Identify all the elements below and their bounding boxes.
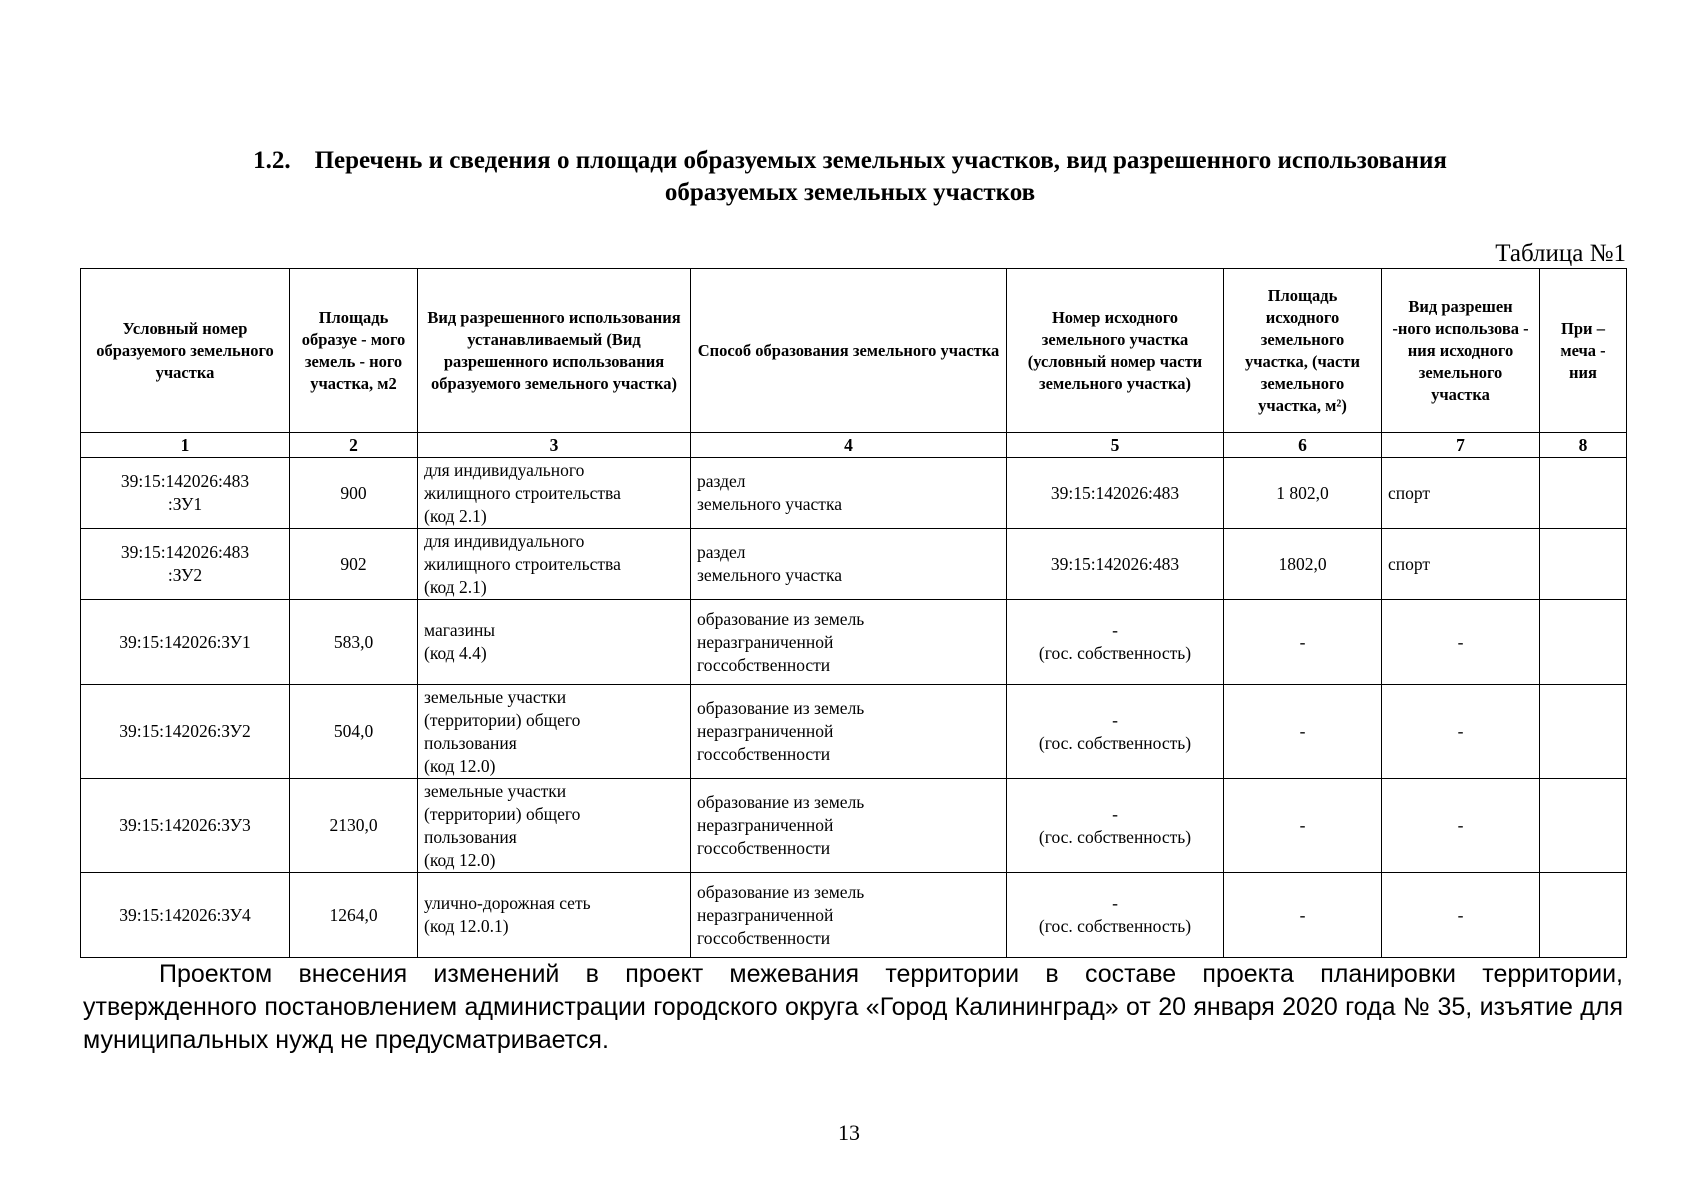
permitted-use-line: для индивидуального: [424, 530, 585, 551]
formation-method-line: госсобственности: [697, 744, 831, 764]
source-use-value: -: [1457, 904, 1464, 925]
formation-method-line: госсобственности: [697, 654, 831, 675]
notes-cell: [1540, 685, 1627, 779]
formation-method-cell: [691, 600, 1007, 685]
permitted-use-line: для индивидуального: [424, 459, 585, 480]
source-use-cell: [1382, 600, 1540, 685]
notes-value: [1546, 904, 1620, 927]
permitted-use-line: магазины: [424, 620, 496, 640]
plot-area-value: 902: [340, 553, 367, 574]
source-plot-number: -: [1112, 709, 1118, 730]
notes-cell: [1540, 779, 1627, 873]
notes-cell: [1540, 529, 1627, 600]
column-number: 2: [290, 433, 418, 458]
table-row: [81, 873, 1627, 958]
permitted-use-line: жилищного строительства: [424, 482, 621, 503]
plot-id-line: 39:15:142026:483: [120, 542, 250, 562]
source-plot-number: -: [1112, 893, 1118, 913]
table-row: [81, 685, 1627, 779]
source-area-cell: [1224, 600, 1382, 685]
plot-area-value: 2130,0: [329, 815, 378, 835]
source-use-cell: [1382, 685, 1540, 779]
permitted-use-cell: [418, 779, 691, 873]
plot-id-cell: [81, 458, 290, 529]
permitted-use-cell: [418, 458, 691, 529]
permitted-use-line: улично-дорожная сеть: [424, 893, 591, 913]
formation-method-line: образование из земель: [697, 698, 865, 718]
plot-id-line: 39:15:142026:ЗУ3: [119, 815, 251, 835]
formation-method-line: неразграниченной: [697, 721, 834, 741]
plot-id-line: 39:15:142026:ЗУ4: [119, 904, 251, 925]
formation-method-line: неразграниченной: [697, 815, 834, 835]
source-area-cell: [1224, 873, 1382, 958]
permitted-use-line: (код 4.4): [424, 643, 487, 663]
column-number: 3: [418, 433, 691, 458]
column-number: 8: [1540, 433, 1627, 458]
notes-value: [1546, 631, 1620, 654]
permitted-use-line: (код 2.1): [424, 576, 487, 597]
source-area-cell: [1224, 458, 1382, 529]
plot-id-cell: [81, 779, 290, 873]
source-plot-cell: [1007, 529, 1224, 600]
formation-method-line: раздел: [697, 542, 746, 562]
notes-value: [1546, 720, 1620, 743]
source-area-value: 1802,0: [1278, 553, 1327, 574]
source-area-value: -: [1299, 631, 1306, 652]
notes-value: [1546, 482, 1620, 505]
formation-method-cell: [691, 529, 1007, 600]
plot-area-value: 504,0: [333, 721, 374, 741]
formation-method-cell: [691, 779, 1007, 873]
permitted-use-line: земельные участки: [424, 780, 567, 801]
plot-id-cell: [81, 529, 290, 600]
plot-id-line: 39:15:142026:483: [120, 471, 250, 491]
permitted-use-line: пользования: [424, 732, 517, 753]
table-caption: Таблица №1: [1495, 240, 1626, 267]
source-plot-note: (гос. собственность): [1038, 826, 1192, 847]
plot-id-line: 39:15:142026:ЗУ2: [119, 721, 251, 741]
header-cell: Способ образования земельного участка: [691, 269, 1007, 433]
header-cell: Вид разрешенного использования устанавливаемый (Вид разрешенного использования образуемого земельного участка): [418, 269, 691, 433]
plot-area-cell: [290, 685, 418, 779]
permitted-use-line: (код 2.1): [424, 505, 487, 526]
source-area-value: -: [1299, 904, 1306, 925]
plot-area-cell: [290, 458, 418, 529]
source-use-cell: [1382, 529, 1540, 600]
source-use-value: -: [1457, 815, 1464, 835]
plot-area-cell: [290, 779, 418, 873]
notes-cell: [1540, 458, 1627, 529]
section-heading: [80, 145, 1620, 209]
paragraph-rest: утвержденного постановлением администрации городского округа «Город Калининград» от 20 января 2020 года № 35, изъятие для муниципальных нужд не предусматривается.: [83, 993, 1623, 1054]
source-area-value: -: [1299, 815, 1306, 835]
section-title-line2: образуемых земельных участков: [664, 179, 1036, 206]
plot-area-cell: [290, 600, 418, 685]
header-cell: Площадь образуе - мого земель - ного участка, м2: [290, 269, 418, 433]
column-number: 6: [1224, 433, 1382, 458]
plot-id-suffix: :ЗУ2: [167, 565, 203, 585]
permitted-use-line: земельные участки: [424, 686, 567, 707]
notes-cell: [1540, 873, 1627, 958]
source-use-cell: [1382, 458, 1540, 529]
source-plot-note: (гос. собственность): [1038, 916, 1192, 936]
permitted-use-cell: [418, 600, 691, 685]
source-plot-note: (гос. собственность): [1038, 732, 1192, 753]
header-cell: При – меча - ния: [1540, 269, 1627, 433]
source-plot-cell: [1007, 779, 1224, 873]
source-area-value: 1 802,0: [1276, 482, 1329, 503]
permitted-use-line: (код 12.0.1): [424, 916, 509, 936]
plot-area-cell: [290, 529, 418, 600]
source-use-value: спорт: [1388, 553, 1431, 574]
formation-method-line: образование из земель: [697, 792, 865, 812]
table-header-row: [81, 269, 1627, 433]
page-number: 13: [838, 1120, 860, 1145]
plot-area-value: 900: [340, 482, 367, 503]
permitted-use-line: (код 12.0): [424, 755, 496, 776]
column-number: 1: [81, 433, 290, 458]
plot-area-cell: [290, 873, 418, 958]
formation-method-line: неразграниченной: [697, 904, 834, 925]
notes-cell: [1540, 600, 1627, 685]
source-use-value: -: [1457, 631, 1464, 652]
table-row: [81, 458, 1627, 529]
column-number: 5: [1007, 433, 1224, 458]
source-area-cell: [1224, 685, 1382, 779]
source-area-cell: [1224, 779, 1382, 873]
source-plot-cell: [1007, 458, 1224, 529]
notes-value: [1546, 814, 1620, 837]
formation-method-line: образование из земель: [697, 881, 865, 902]
source-use-cell: [1382, 779, 1540, 873]
formation-method-cell: [691, 458, 1007, 529]
formation-method-line: госсобственности: [697, 838, 831, 858]
source-plot-cell: [1007, 685, 1224, 779]
formation-method-line: госсобственности: [697, 927, 831, 948]
permitted-use-cell: [418, 529, 691, 600]
paragraph-line1: Проектом внесения изменений в проект межевания территории в составе проекта планировки территории,: [159, 960, 1623, 988]
column-number: 4: [691, 433, 1007, 458]
plot-area-value: 583,0: [333, 631, 374, 652]
formation-method-line: образование из земель: [697, 608, 865, 629]
land-plots-table: [80, 268, 1627, 958]
formation-method-line: земельного участка: [697, 494, 842, 514]
source-area-cell: [1224, 529, 1382, 600]
source-plot-cell: [1007, 600, 1224, 685]
plot-area-value: 1264,0: [329, 904, 378, 925]
source-plot-number: 39:15:142026:483: [1050, 482, 1180, 503]
permitted-use-line: (территории) общего: [424, 709, 581, 730]
formation-method-cell: [691, 685, 1007, 779]
source-area-value: -: [1299, 721, 1306, 741]
permitted-use-line: (код 12.0): [424, 849, 496, 870]
formation-method-cell: [691, 873, 1007, 958]
source-plot-note: (гос. собственность): [1038, 643, 1192, 663]
formation-method-line: неразграниченной: [697, 631, 834, 652]
table-row: [81, 779, 1627, 873]
source-plot-number: 39:15:142026:483: [1050, 553, 1180, 574]
header-cell: Площадь исходного земельного участка, (части земельного участка, м²): [1224, 269, 1382, 433]
column-number-row: [81, 433, 1627, 458]
section-title-line1: Перечень и сведения о площади образуемых земельных участков, вид разрешенного использования: [314, 147, 1447, 174]
header-cell: Вид разрешен -ного использова - ния исходного земельного участка: [1382, 269, 1540, 433]
source-plot-cell: [1007, 873, 1224, 958]
notes-value: [1546, 553, 1620, 576]
section-number: 1.2.: [253, 147, 291, 174]
source-use-cell: [1382, 873, 1540, 958]
formation-method-line: раздел: [697, 471, 746, 491]
header-cell: Условный номер образуемого земельного участка: [81, 269, 290, 433]
permitted-use-line: (территории) общего: [424, 803, 581, 824]
plot-id-cell: [81, 873, 290, 958]
plot-id-cell: [81, 600, 290, 685]
permitted-use-line: жилищного строительства: [424, 553, 621, 574]
plot-id-line: 39:15:142026:ЗУ1: [119, 631, 251, 652]
plot-id-suffix: :ЗУ1: [167, 494, 203, 514]
permitted-use-line: пользования: [424, 826, 517, 847]
permitted-use-cell: [418, 685, 691, 779]
formation-method-line: земельного участка: [697, 565, 842, 585]
source-use-value: -: [1457, 721, 1464, 741]
table-row: [81, 529, 1627, 600]
plot-id-cell: [81, 685, 290, 779]
permitted-use-cell: [418, 873, 691, 958]
column-number: 7: [1382, 433, 1540, 458]
source-use-value: спорт: [1388, 482, 1431, 503]
table-row: [81, 600, 1627, 685]
source-plot-number: -: [1112, 803, 1118, 824]
body-paragraph: [83, 958, 1623, 1057]
source-plot-number: -: [1112, 620, 1118, 640]
header-cell: Номер исходного земельного участка (условный номер части земельного участка): [1007, 269, 1224, 433]
